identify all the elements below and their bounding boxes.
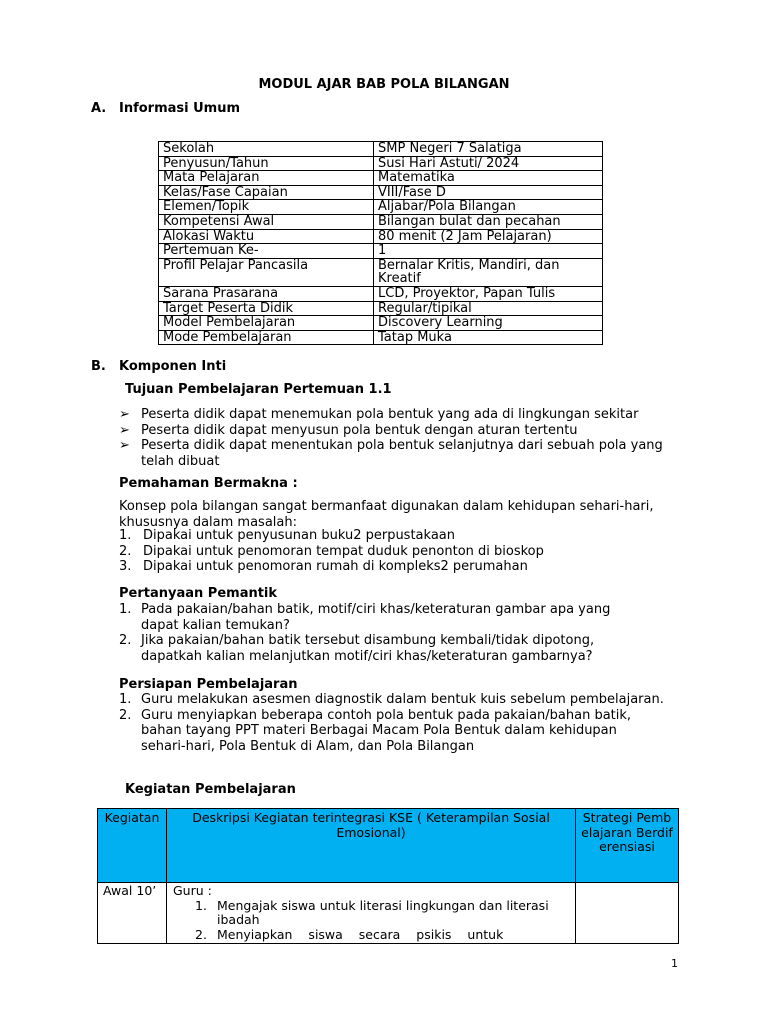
cell-kegiatan: Awal 10’ <box>98 883 167 944</box>
list-item <box>119 528 679 544</box>
section-b-letter: B. <box>91 359 106 374</box>
persiapan-heading: Persiapan Pembelajaran <box>119 677 298 692</box>
info-key: Penyusun/Tahun <box>159 156 374 171</box>
table-row <box>98 883 679 944</box>
document-title: MODUL AJAR BAB POLA BILANGAN <box>258 77 510 92</box>
info-key: Pertemuan Ke- <box>159 244 374 259</box>
list-item <box>119 438 679 469</box>
info-value: Aljabar/Pola Bilangan <box>374 200 603 215</box>
table-row <box>159 214 603 229</box>
list-item-text: Peserta didik dapat menentukan pola bentuk selanjutnya dari sebuah pola yang telah dibuat <box>141 438 663 469</box>
list-item-text: Mengajak siswa untuk literasi lingkungan dan literasi ibadah <box>217 897 549 927</box>
table-row <box>159 229 603 244</box>
list-number: 3. <box>119 559 132 574</box>
table-row <box>159 171 603 186</box>
kegiatan-heading: Kegiatan Pembelajaran <box>125 782 296 797</box>
table-row <box>159 185 603 200</box>
section-a-heading <box>91 101 240 116</box>
table-row <box>159 316 603 331</box>
list-item-text: Guru menyiapkan beberapa contoh pola bentuk pada pakaian/bahan batik, bahan tayang PPT materi Berbagai Macam Pola Bentuk dalam kehidupan sehari-hari, Pola Bentuk di Alam, dan Pola Bilangan <box>141 707 632 754</box>
kegiatan-table-header <box>98 809 679 883</box>
table-row <box>159 200 603 215</box>
info-value: Bilangan bulat dan pecahan <box>374 214 603 229</box>
tujuan-list <box>119 407 679 469</box>
table-row <box>159 286 603 301</box>
info-value: 1 <box>374 244 603 259</box>
pemantik-list <box>119 602 649 664</box>
list-item <box>119 633 649 664</box>
list-item <box>119 692 664 708</box>
kegiatan-table <box>97 808 679 944</box>
list-item-text: Dipakai untuk penomoran rumah di kompleks2 perumahan <box>143 559 528 574</box>
list-number: 1. <box>119 528 132 543</box>
table-row <box>159 330 603 345</box>
section-a-label: Informasi Umum <box>119 101 241 116</box>
list-item <box>119 708 664 755</box>
guru-label: Guru : <box>173 883 212 898</box>
pemahaman-heading: Pemahaman Bermakna : <box>119 476 298 491</box>
list-number: 1. <box>195 897 207 913</box>
info-key: Mata Pelajaran <box>159 171 374 186</box>
list-item <box>119 423 679 439</box>
list-number: 2. <box>119 633 132 648</box>
list-number: 2. <box>119 543 132 559</box>
arrow-bullet-icon: ➢ <box>119 438 130 453</box>
info-key: Profil Pelajar Pancasila <box>159 258 374 286</box>
list-number: 2. <box>195 926 207 942</box>
list-item <box>119 544 679 560</box>
info-value: Tatap Muka <box>374 330 603 345</box>
tujuan-heading: Tujuan Pembelajaran Pertemuan 1.1 <box>125 382 392 397</box>
list-item-text: Jika pakaian/bahan batik tersebut disambung kembali/tidak dipotong, dapatkah kalian melanjutkan motif/ciri khas/keteraturan gambarnya? <box>141 633 595 664</box>
pemahaman-intro: Konsep pola bilangan sangat bermanfaat digunakan dalam kehidupan sehari-hari, khususnya dalam masalah: <box>119 499 654 530</box>
table-row <box>159 142 603 157</box>
section-a-letter: A. <box>91 101 107 116</box>
list-item <box>173 899 569 928</box>
list-number: 1. <box>119 602 132 617</box>
list-item-text: Guru melakukan asesmen diagnostik dalam bentuk kuis sebelum pembelajaran. <box>141 692 664 707</box>
info-key: Elemen/Topik <box>159 200 374 215</box>
info-value: LCD, Proyektor, Papan Tulis <box>374 286 603 301</box>
info-key: Sarana Prasarana <box>159 286 374 301</box>
table-row <box>159 156 603 171</box>
section-b-label: Komponen Inti <box>119 359 227 374</box>
table-row <box>159 258 603 286</box>
info-key: Sekolah <box>159 142 374 157</box>
list-item-text: Peserta didik dapat menyusun pola bentuk dengan aturan tertentu <box>141 422 578 438</box>
section-b-heading <box>91 359 226 374</box>
info-key: Alokasi Waktu <box>159 229 374 244</box>
info-key: Model Pembelajaran <box>159 316 374 331</box>
list-number: 1. <box>119 692 132 707</box>
info-key: Kelas/Fase Capaian <box>159 185 374 200</box>
info-value: VIII/Fase D <box>374 185 603 200</box>
header-kegiatan: Kegiatan <box>98 809 167 883</box>
list-number: 2. <box>119 707 132 723</box>
info-value: Susi Hari Astuti/ 2024 <box>374 156 603 171</box>
header-deskripsi: Deskripsi Kegiatan terintegrasi KSE ( Keterampilan Sosial Emosional) <box>167 809 576 883</box>
cell-strategi <box>576 883 679 944</box>
info-value: 80 menit (2 Jam Pelajaran) <box>374 229 603 244</box>
arrow-bullet-icon: ➢ <box>119 422 130 438</box>
pemantik-heading: Pertanyaan Pemantik <box>119 586 278 601</box>
info-key: Kompetensi Awal <box>159 214 374 229</box>
info-table <box>158 141 603 345</box>
persiapan-list <box>119 692 664 754</box>
table-row <box>159 244 603 259</box>
page-number: 1 <box>671 957 678 970</box>
info-value: Discovery Learning <box>374 316 603 331</box>
pemahaman-list <box>119 528 679 575</box>
cell-deskripsi <box>167 883 576 944</box>
list-item-text: Peserta didik dapat menemukan pola bentuk yang ada di lingkungan sekitar <box>141 407 639 422</box>
info-value: Bernalar Kritis, Mandiri, dan Kreatif <box>374 258 603 286</box>
info-key: Mode Pembelajaran <box>159 330 374 345</box>
list-item <box>173 928 569 943</box>
arrow-bullet-icon: ➢ <box>119 407 130 422</box>
info-value: SMP Negeri 7 Salatiga <box>374 142 603 157</box>
table-row <box>159 301 603 316</box>
info-value: Regular/tipikal <box>374 301 603 316</box>
list-item <box>119 559 679 575</box>
list-item <box>119 602 649 633</box>
list-item-text: Pada pakaian/bahan batik, motif/ciri khas/keteraturan gambar apa yang dapat kalian temukan? <box>141 602 611 633</box>
info-value: Matematika <box>374 171 603 186</box>
list-item-text: Dipakai untuk penomoran tempat duduk penonton di bioskop <box>143 543 544 559</box>
header-strategi: Strategi Pembelajaran Berdiferensiasi <box>576 809 679 883</box>
info-key: Target Peserta Didik <box>159 301 374 316</box>
list-item-text: Dipakai untuk penyusunan buku2 perpustakaan <box>143 528 455 543</box>
list-item <box>119 407 679 423</box>
list-item-text: Menyiapkan siswa secara psikis untuk <box>217 926 504 942</box>
